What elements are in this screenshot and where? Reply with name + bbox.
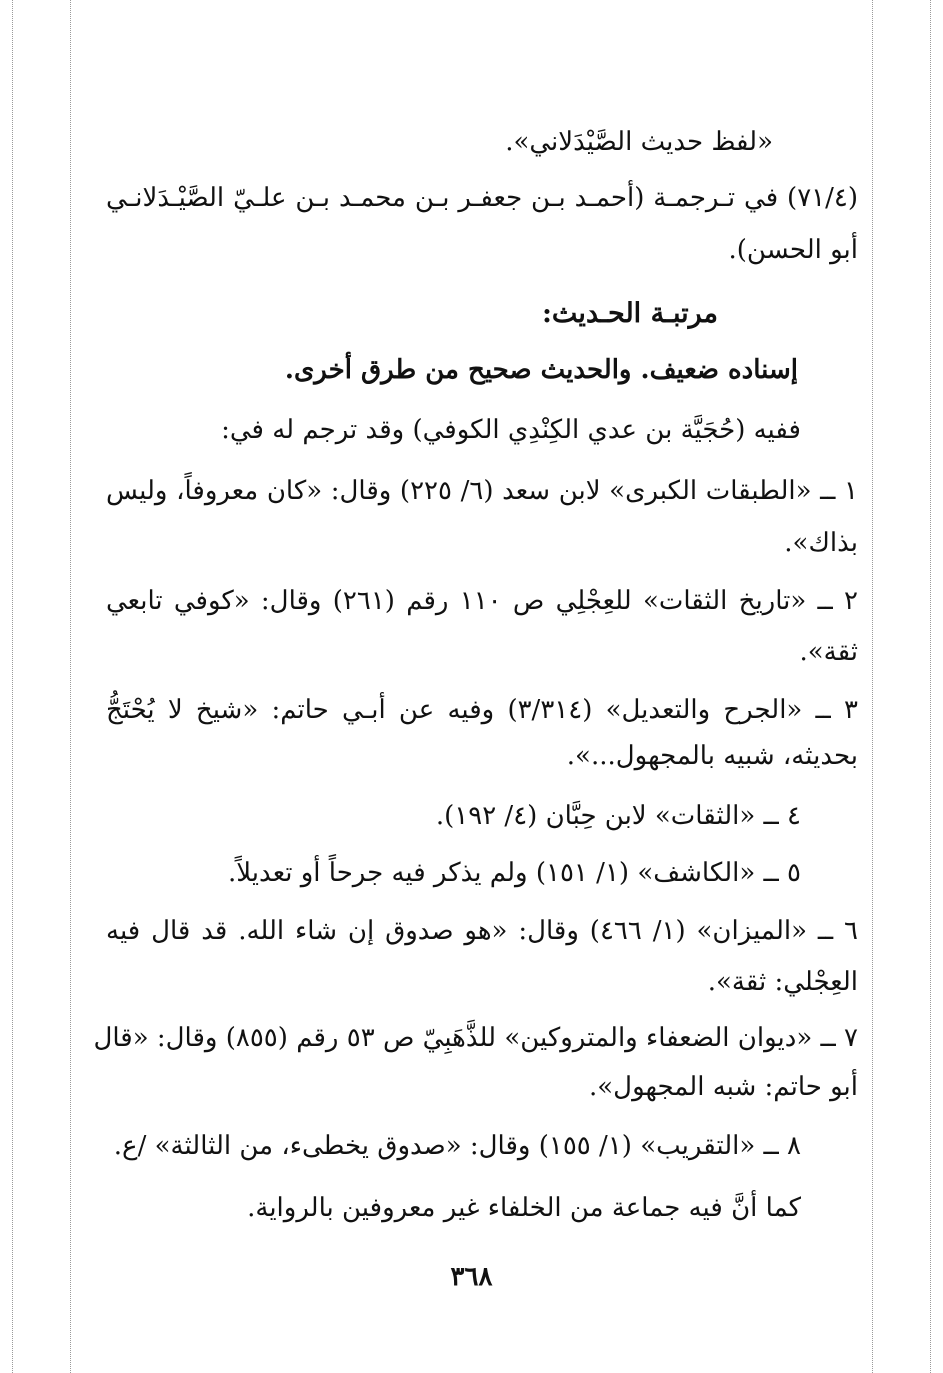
page-number: ٣٦٨ <box>450 1262 493 1292</box>
list-item: ٣ ــ «الجرح والتعديل» (٣/٣١٤) وفيه عن أبـي حاتم: «شيخ لا يُحْتَجُّ <box>106 695 858 725</box>
text-line: ففيه (حُجَيَّة بن عدي الكِنْدِي الكوفي) وقد ترجم له في: <box>221 415 801 445</box>
list-item: ٢ ــ «تاريخ الثقات» للعِجْلِي ص ١١٠ رقم (٢٦١) وقال: «كوفي تابعي <box>106 586 859 616</box>
list-item-continuation: بذاك». <box>784 528 858 558</box>
section-heading: مرتبـة الحـديث: <box>541 298 718 329</box>
list-item: ٨ ــ «التقريب» (١/ ١٥٥) وقال: «صدوق يخطىء، من الثالثة» /ع. <box>113 1131 801 1161</box>
scan-border-left <box>12 0 13 1373</box>
list-item: ٥ ــ «الكاشف» (١/ ١٥١) ولم يذكر فيه جرحاً أو تعديلاً. <box>228 858 801 888</box>
section-summary: إسناده ضعيف. والحديث صحيح من طرق أخرى. <box>284 355 798 385</box>
list-item: ٦ ــ «الميزان» (١/ ٤٦٦) وقال: «هو صدوق إن شاء الله. قد قال فيه <box>106 916 858 946</box>
scan-guide-left <box>70 0 71 1373</box>
scan-border-right <box>930 0 931 1373</box>
list-item: ١ ــ «الطبقات الكبرى» لابن سعد (٦/ ٢٢٥) وقال: «كان معروفاً، وليس <box>106 476 858 506</box>
scan-guide-right <box>872 0 873 1373</box>
list-item: ٧ ــ «ديوان الضعفاء والمتروكين» للذَّهَبِيّ ص ٥٣ رقم (٨٥٥) وقال: «قال <box>93 1023 858 1053</box>
list-item: ٤ ــ «الثقات» لابن حِبَّان (٤/ ١٩٢). <box>435 801 801 831</box>
list-item-continuation: أبو حاتم: شبه المجهول». <box>589 1072 858 1102</box>
list-item-continuation: ثقة». <box>799 637 858 667</box>
text-line: (٧١/٤) في تـرجمـة (أحمـد بـن جعفـر بـن محمـد بـن علـيّ الصَّيْـدَلانـي <box>106 183 858 213</box>
list-item-continuation: العِجْلي: ثقة». <box>707 967 858 997</box>
list-item-continuation: بحديثه، شبيه بالمجهول...». <box>566 741 858 771</box>
text-line: أبو الحسن). <box>728 235 858 265</box>
text-line: «لفظ حديث الصَّيْدَلاني». <box>505 127 773 157</box>
text-line: كما أنَّ فيه جماعة من الخلفاء غير معروفين بالرواية. <box>247 1193 801 1223</box>
